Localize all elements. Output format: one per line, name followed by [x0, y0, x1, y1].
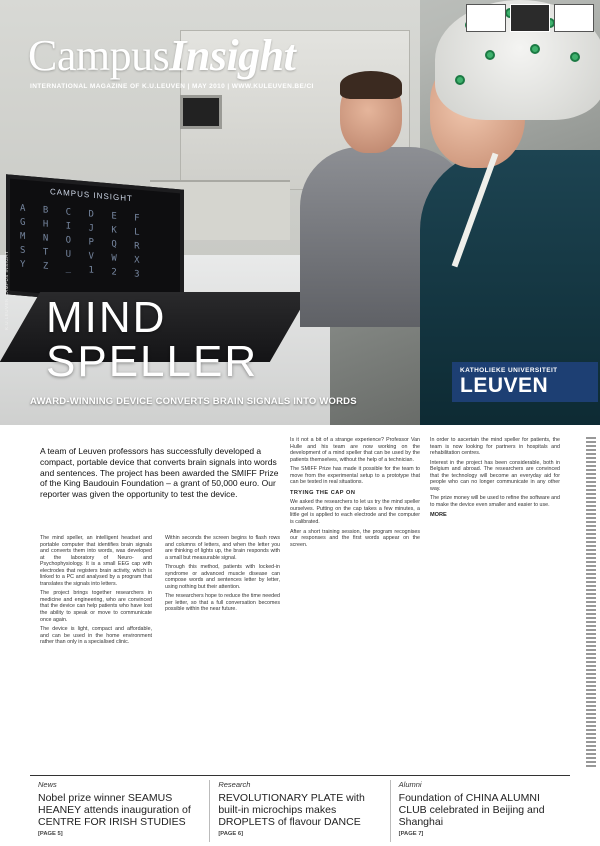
paragraph: After a short training session, the program recognises our responses and the first words appear on the screen.: [290, 528, 420, 548]
teaser-headline: Foundation of CHINA ALUMNI CLUB celebrated in Beijing and Shanghai: [398, 792, 545, 828]
paragraph: Is it not a bit of a strange experience? Professor Van Hulle and his team are now working on the development of a mind speller that can be used by the patients themselves, without the help of a technician.: [290, 437, 420, 463]
teaser-category: News: [38, 780, 57, 789]
masthead-tagline: INTERNATIONAL MAGAZINE OF K.U.LEUVEN | MAY 2010 | WWW.KULEUVEN.BE/CI: [30, 83, 314, 90]
masthead-title: [28, 32, 295, 80]
teaser-page: [PAGE 6]: [218, 831, 244, 837]
teaser-page: [PAGE 7]: [398, 831, 424, 837]
teaser-category: Research: [218, 780, 251, 789]
cover-subtitle: AWARD-WINNING DEVICE CONVERTS BRAIN SIGNALS INTO WORDS: [30, 396, 357, 407]
masthead-title-italic: Insight: [169, 31, 296, 80]
article-column-2: [165, 535, 280, 765]
article-column-4: [430, 437, 560, 767]
university-logo-top: KATHOLIEKE UNIVERSITEIT: [460, 367, 558, 374]
paragraph: The prize money will be used to refine the software and to make the device even smaller and easier to use.: [430, 495, 560, 508]
paragraph: The device is light, compact and affordable, and can be used in the home environment rather than only in a specialised clinic.: [40, 626, 152, 646]
teaser-divider: [30, 775, 570, 776]
teaser-headline: Nobel prize winner SEAMUS HEANEY attends inauguration of CENTRE FOR IRISH STUDIES: [38, 792, 191, 828]
cover-title-line1: MIND: [46, 293, 167, 342]
university-logo-bottom: LEUVEN: [460, 374, 549, 397]
cover-title: [46, 293, 259, 386]
article-column-3: [290, 437, 420, 767]
paragraph: The project brings together researchers in medicine and engineering, who are convinced that the device can help patients who have lost the ability to speak or move to communicate once again.: [40, 590, 152, 623]
teaser-headline: REVOLUTIONARY PLATE with built-in microchips makes DROPLETS of flavour DANCE: [218, 792, 365, 828]
page-edge-texture: [586, 437, 596, 767]
paragraph: Through this method, patients with locked-in syndrome or advanced muscle disease can compose words and sentences letter by letter, using nothing but their attention.: [165, 564, 280, 590]
masthead-title-regular: Campus: [28, 31, 170, 80]
lab-monitor: [180, 95, 222, 129]
teaser-research[interactable]: [209, 780, 389, 842]
teaser-strip: [30, 780, 570, 842]
paragraph: Interest in the project has been considerable, both in Belgium and abroad. The researchers are convinced that the technology will become an everyday aid for people who can no longer communicate in any other way.: [430, 459, 560, 492]
article-subhead: TRYING THE CAP ON: [290, 489, 356, 496]
article-column-1: [40, 535, 152, 765]
article-intro: A team of Leuven professors has successfully developed a compact, portable device that converts brain signals into words and sentences. The project has been awarded the SMIFF Prize of the King Baudouin Foundation – a grant of 50,000 euro. Our reporter was given the opportunity to test the device.: [40, 446, 279, 500]
laptop-screen: [6, 174, 184, 310]
teaser-category: Alumni: [398, 780, 422, 789]
paragraph: The mind speller, an intelligent headset and portable computer that identifies brain signals and converts them into words, was developed at the laboratory of Neuro- and Psychophysiology. It is a small EEG cap with electrodes that registers brain activity, which is linked to a PC and analysed by a program that translates the signals into letters.: [40, 535, 152, 587]
paragraph: The SMIFF Prize has made it possible for the team to move from the experimental setup to a prototype that can be tested in real situations.: [290, 466, 420, 486]
laptop-brand: CAMPUS INSIGHT: [50, 187, 133, 204]
paragraph: We asked the researchers to let us try the mind speller ourselves. Putting on the cap takes a few minutes, a little gel is applied to each electrode and the computer is calibrated.: [290, 499, 420, 526]
teaser-page: [PAGE 5]: [38, 831, 63, 837]
badge-1: [466, 4, 506, 32]
cover-title-line2: SPELLER: [46, 337, 259, 386]
university-logo: [452, 362, 598, 402]
corner-badges: [466, 4, 594, 32]
speller-letter-grid: A B C D E F G H I J K L M N O P Q R S T U V W X Y Z _ 1 2 3: [20, 203, 146, 281]
paragraph: Within seconds the screen begins to flash rows and columns of letters, and when the letter you are thinking of lights up, the brain responds with a small but measurable signal.: [165, 535, 280, 561]
side-label: K.U.LEUVEN CAMPUS INSIGHT: [4, 250, 9, 330]
teaser-alumni[interactable]: [390, 780, 570, 842]
paragraph: The researchers hope to reduce the time needed per letter, so that a full conversation becomes possible within the near future.: [165, 593, 280, 613]
badge-2: [510, 4, 550, 32]
more-info-label: MORE: [430, 512, 447, 519]
paragraph: In order to ascertain the mind speller for patients, the team is now looking for partners in hospitals and rehabilitation centres.: [430, 437, 560, 457]
teaser-news[interactable]: [30, 780, 209, 842]
badge-3: [554, 4, 594, 32]
